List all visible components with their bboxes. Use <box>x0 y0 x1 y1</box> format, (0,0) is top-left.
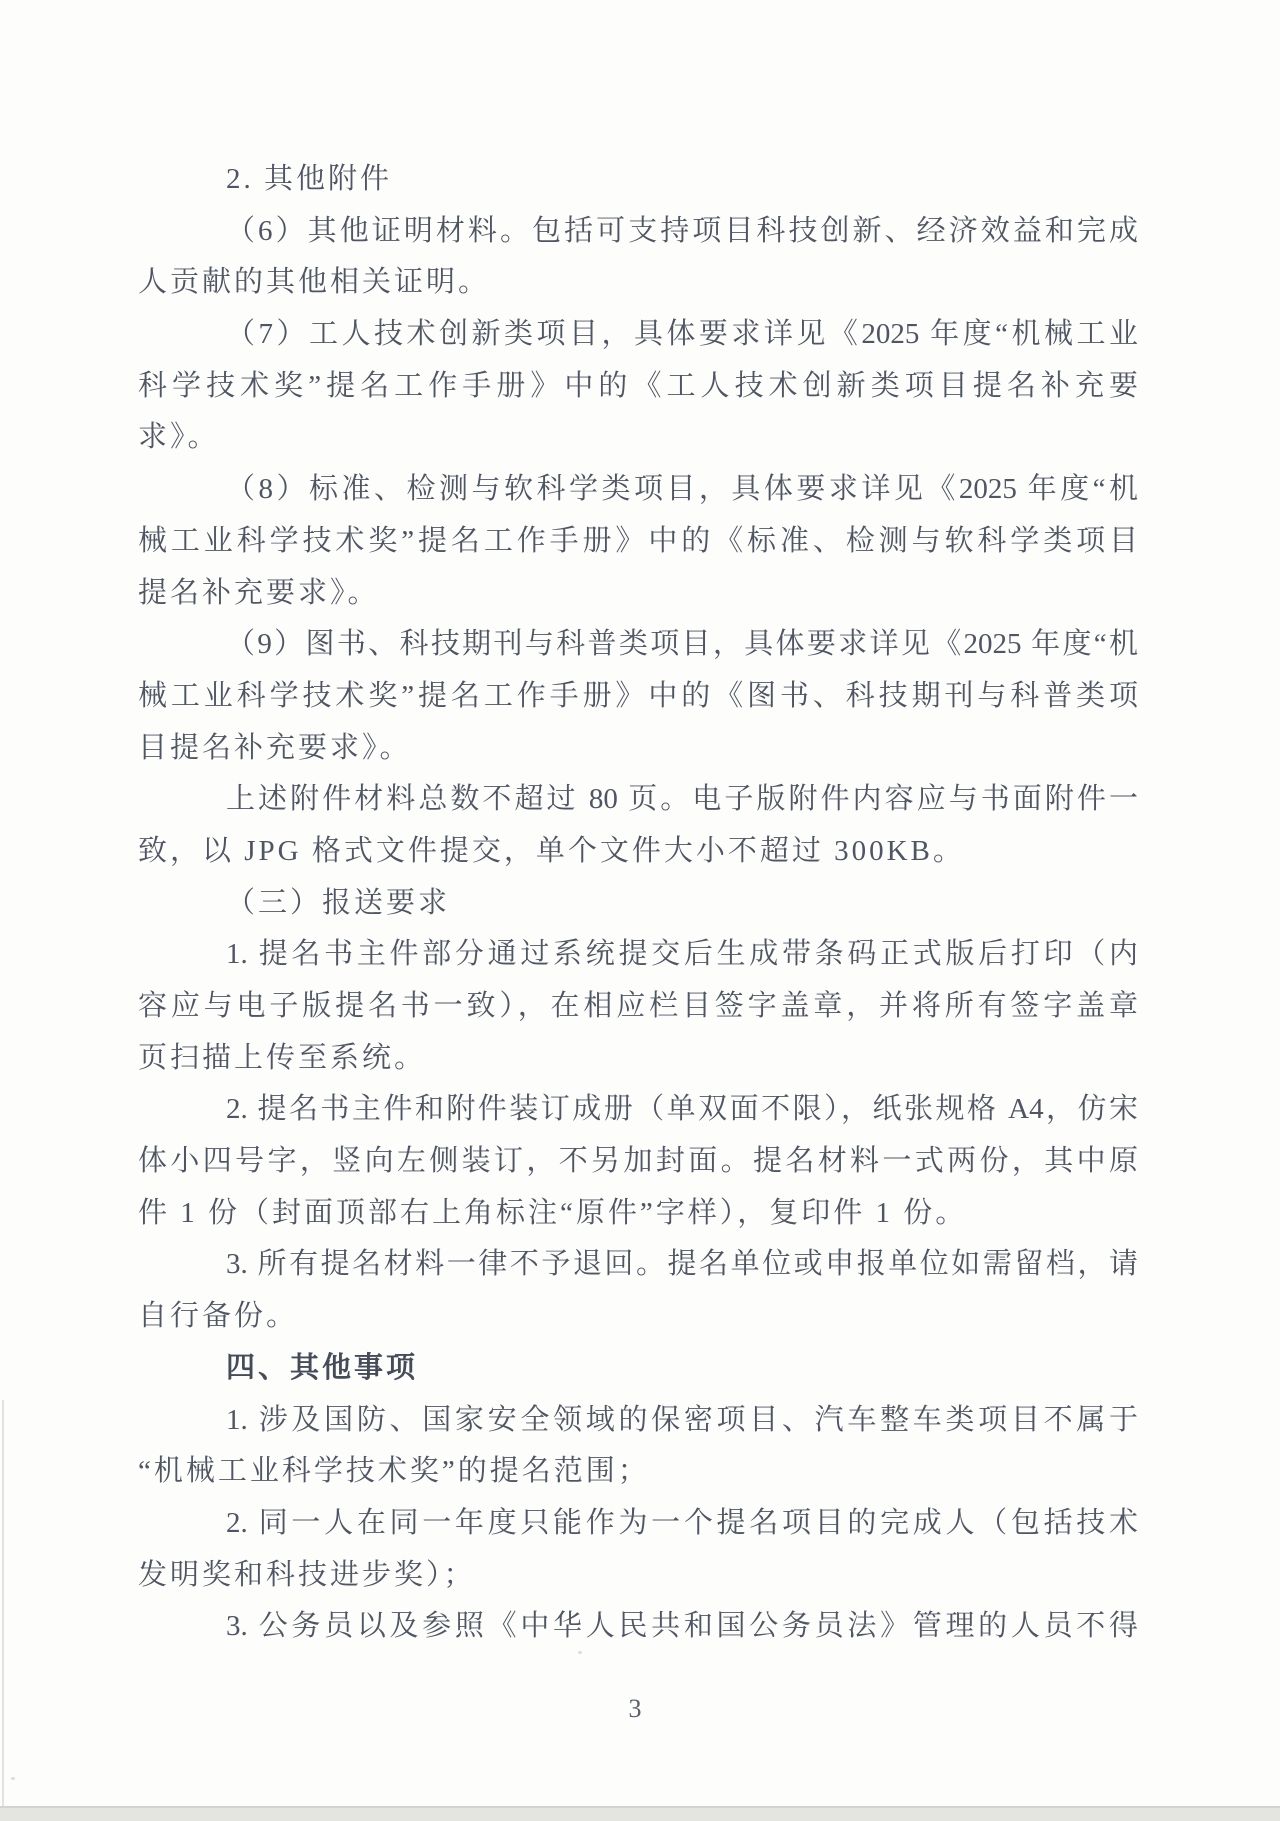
scan-speck <box>11 1777 15 1780</box>
text-line: 械工业科学技术奖”提名工作手册》中的《标准、检测与软科学类项目 <box>138 524 1138 557</box>
scan-edge-left-line <box>2 1400 4 1806</box>
text-line: 人贡献的其他相关证明。 <box>138 266 491 299</box>
document-body <box>138 154 1138 1653</box>
text-line: 3. 公务员以及参照《中华人民共和国公务员法》管理的人员不得 <box>226 1610 1138 1643</box>
scan-speck <box>578 1651 582 1654</box>
text-line: 致，以 JPG 格式文件提交，单个文件大小不超过 300KB。 <box>138 834 965 867</box>
text-line: 提名补充要求》。 <box>138 576 380 609</box>
text-line: 科学技术奖”提名工作手册》中的《工人技术创新类项目提名补充要 <box>138 369 1138 402</box>
text-line: 3. 所有提名材料一律不予退回。提名单位或申报单位如需留档，请 <box>226 1248 1138 1281</box>
text-line: 2. 其他附件 <box>226 163 393 195</box>
text-line: 容应与电子版提名书一致），在相应栏目签字盖章，并将所有签字盖章 <box>138 990 1138 1022</box>
text-line: 体小四号字，竖向左侧装订，不另加封面。提名材料一式两份，其中原 <box>138 1145 1138 1178</box>
text-line: 件 1 份（封面顶部右上角标注“原件”字样），复印件 1 份。 <box>138 1196 968 1229</box>
text-line: 2. 同一人在同一年度只能作为一个提名项目的完成人（包括技术 <box>226 1506 1138 1539</box>
text-line: 1. 提名书主件部分通过系统提交后生成带条码正式版后打印（内 <box>226 938 1138 971</box>
text-line: 目提名补充要求》。 <box>138 731 412 764</box>
text-line: 发明奖和科技进步奖）； <box>138 1558 476 1591</box>
text-line: （三）报送要求 <box>226 886 451 919</box>
text-line: 械工业科学技术奖”提名工作手册》中的《图书、科技期刊与科普类项 <box>138 679 1138 712</box>
text-line: （9）图书、科技期刊与科普类项目，具体要求详见《2025 年度“机 <box>226 628 1138 661</box>
text-line: 自行备份。 <box>138 1300 299 1333</box>
scan-edge-bottom <box>0 1806 1280 1821</box>
text-line: 上述附件材料总数不超过 80 页。电子版附件内容应与书面附件一 <box>226 783 1138 816</box>
text-line: （6）其他证明材料。包括可支持项目科技创新、经济效益和完成 <box>226 214 1138 247</box>
text-line: （7）工人技术创新类项目，具体要求详见《2025 年度“机械工业 <box>226 318 1138 351</box>
text-line: 2. 提名书主件和附件装订成册（单双面不限），纸张规格 A4，仿宋 <box>226 1093 1138 1126</box>
page-number: 3 <box>628 1694 642 1723</box>
text-line: “机械工业科学技术奖”的提名范围； <box>138 1455 650 1488</box>
text-line: 页扫描上传至系统。 <box>138 1041 427 1074</box>
text-line: （8）标准、检测与软科学类项目，具体要求详见《2025 年度“机 <box>226 473 1138 506</box>
section-heading: 四、其他事项 <box>226 1351 419 1384</box>
text-line: 求》。 <box>138 421 220 454</box>
text-line: 1. 涉及国防、国家安全领域的保密项目、汽车整车类项目不属于 <box>226 1403 1138 1436</box>
